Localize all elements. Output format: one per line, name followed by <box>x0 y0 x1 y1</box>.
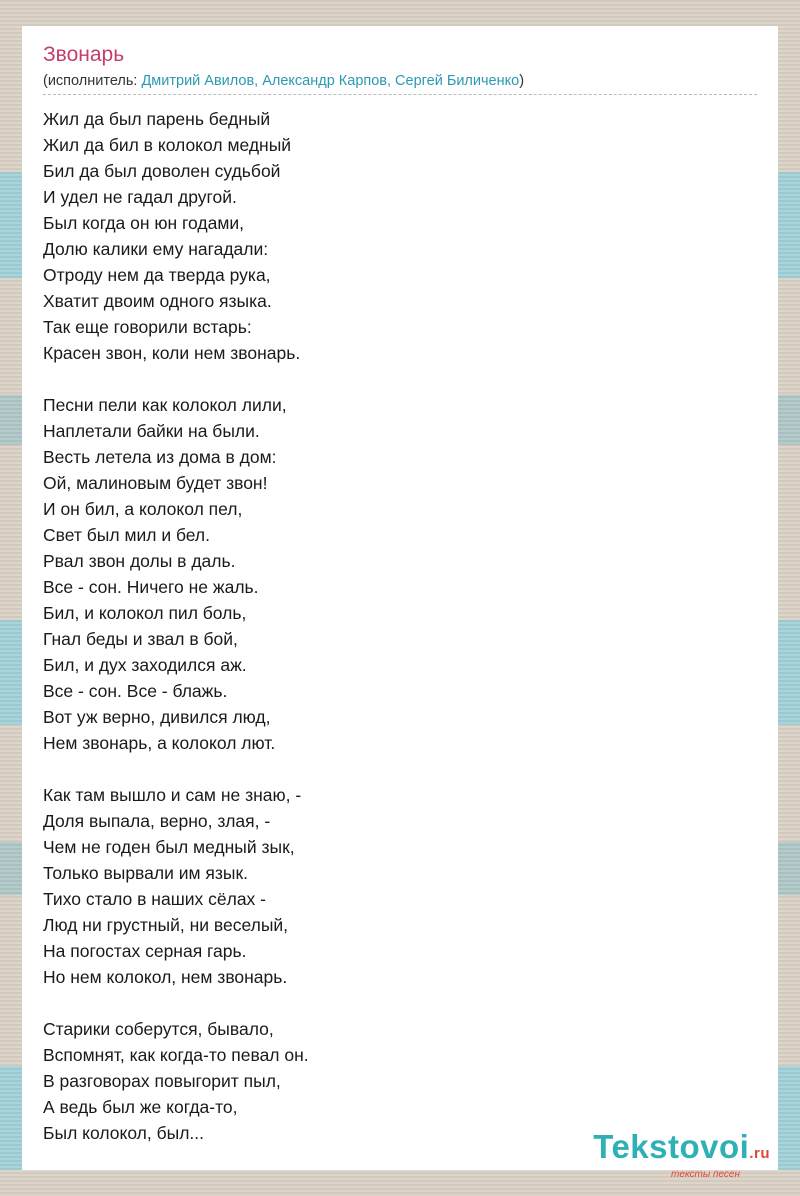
lyric-line: Только вырвали им язык. <box>43 863 249 883</box>
performer-links[interactable]: Дмитрий Авилов, Александр Карпов, Сергей Биличенко <box>141 73 520 89</box>
lyrics-body <box>43 106 743 1146</box>
lyric-line: Чем не годен был медный зык, <box>43 837 295 857</box>
lyrics-stanza <box>43 1016 743 1146</box>
lyric-line: Песни пели как колокол лили, <box>43 395 287 415</box>
site-logo[interactable] <box>593 1130 770 1180</box>
lyric-line: Хватит двоим одного языка. <box>43 291 272 311</box>
lyric-line: Так еще говорили встарь: <box>43 317 252 337</box>
lyric-line: Рвал звон долы в даль. <box>43 551 236 571</box>
logo-wordmark: Tekstovoi <box>593 1128 750 1165</box>
logo-domain: .ru <box>749 1145 770 1162</box>
lyric-line: Весть летела из дома в дом: <box>43 447 277 467</box>
lyric-line: В разговорах повыгорит пыл, <box>43 1071 281 1091</box>
lyric-line: Старики соберутся, бывало, <box>43 1019 274 1039</box>
lyric-line: Бил да был доволен судьбой <box>43 161 281 181</box>
lyric-line: Вспомнят, как когда-то певал он. <box>43 1045 309 1065</box>
lyric-line: Был колокол, был... <box>43 1123 205 1143</box>
lyric-line: Отроду нем да тверда рука, <box>43 265 271 285</box>
performer-suffix: ) <box>519 73 525 89</box>
song-title: Звонарь <box>43 43 125 66</box>
performer-prefix: (исполнитель: <box>43 73 142 89</box>
lyric-line: Но нем колокол, нем звонарь. <box>43 967 288 987</box>
lyrics-stanza <box>43 392 743 756</box>
lyric-line: Тихо стало в наших сёлах - <box>43 889 266 909</box>
lyric-line: А ведь был же когда-то, <box>43 1097 238 1117</box>
lyric-line: Бил, и дух заходился аж. <box>43 655 247 675</box>
lyric-line: Долю калики ему нагадали: <box>43 239 269 259</box>
lyric-line: Ой, малиновым будет звон! <box>43 473 268 493</box>
lyric-line: Все - сон. Ничего не жаль. <box>43 577 259 597</box>
performer-line <box>43 73 524 89</box>
lyric-line: Свет был мил и бел. <box>43 525 211 545</box>
lyric-line: Был когда он юн годами, <box>43 213 244 233</box>
lyrics-stanza <box>43 782 743 990</box>
title-divider <box>43 94 757 95</box>
lyric-line: И он бил, а колокол пел, <box>43 499 243 519</box>
lyric-line: И удел не гадал другой. <box>43 187 237 207</box>
lyric-line: Вот уж верно, дивился люд, <box>43 707 271 727</box>
lyric-line: Жил да был парень бедный <box>43 109 271 129</box>
lyric-line: Люд ни грустный, ни веселый, <box>43 915 289 935</box>
lyric-line: Бил, и колокол пил боль, <box>43 603 247 623</box>
lyric-line: Как там вышло и сам не знаю, - <box>43 785 302 805</box>
lyric-line: Доля выпала, верно, злая, - <box>43 811 271 831</box>
lyric-line: Наплетали байки на были. <box>43 421 260 441</box>
lyric-line: Жил да бил в колокол медный <box>43 135 292 155</box>
lyrics-card <box>22 26 778 1170</box>
lyrics-stanza <box>43 106 743 366</box>
lyric-line: Все - сон. Все - блажь. <box>43 681 228 701</box>
logo-tagline: тексты песен <box>671 1169 740 1180</box>
lyric-line: Нем звонарь, а колокол лют. <box>43 733 276 753</box>
lyric-line: Красен звон, коли нем звонарь. <box>43 343 301 363</box>
lyric-line: На погостах серная гарь. <box>43 941 247 961</box>
lyric-line: Гнал беды и звал в бой, <box>43 629 238 649</box>
